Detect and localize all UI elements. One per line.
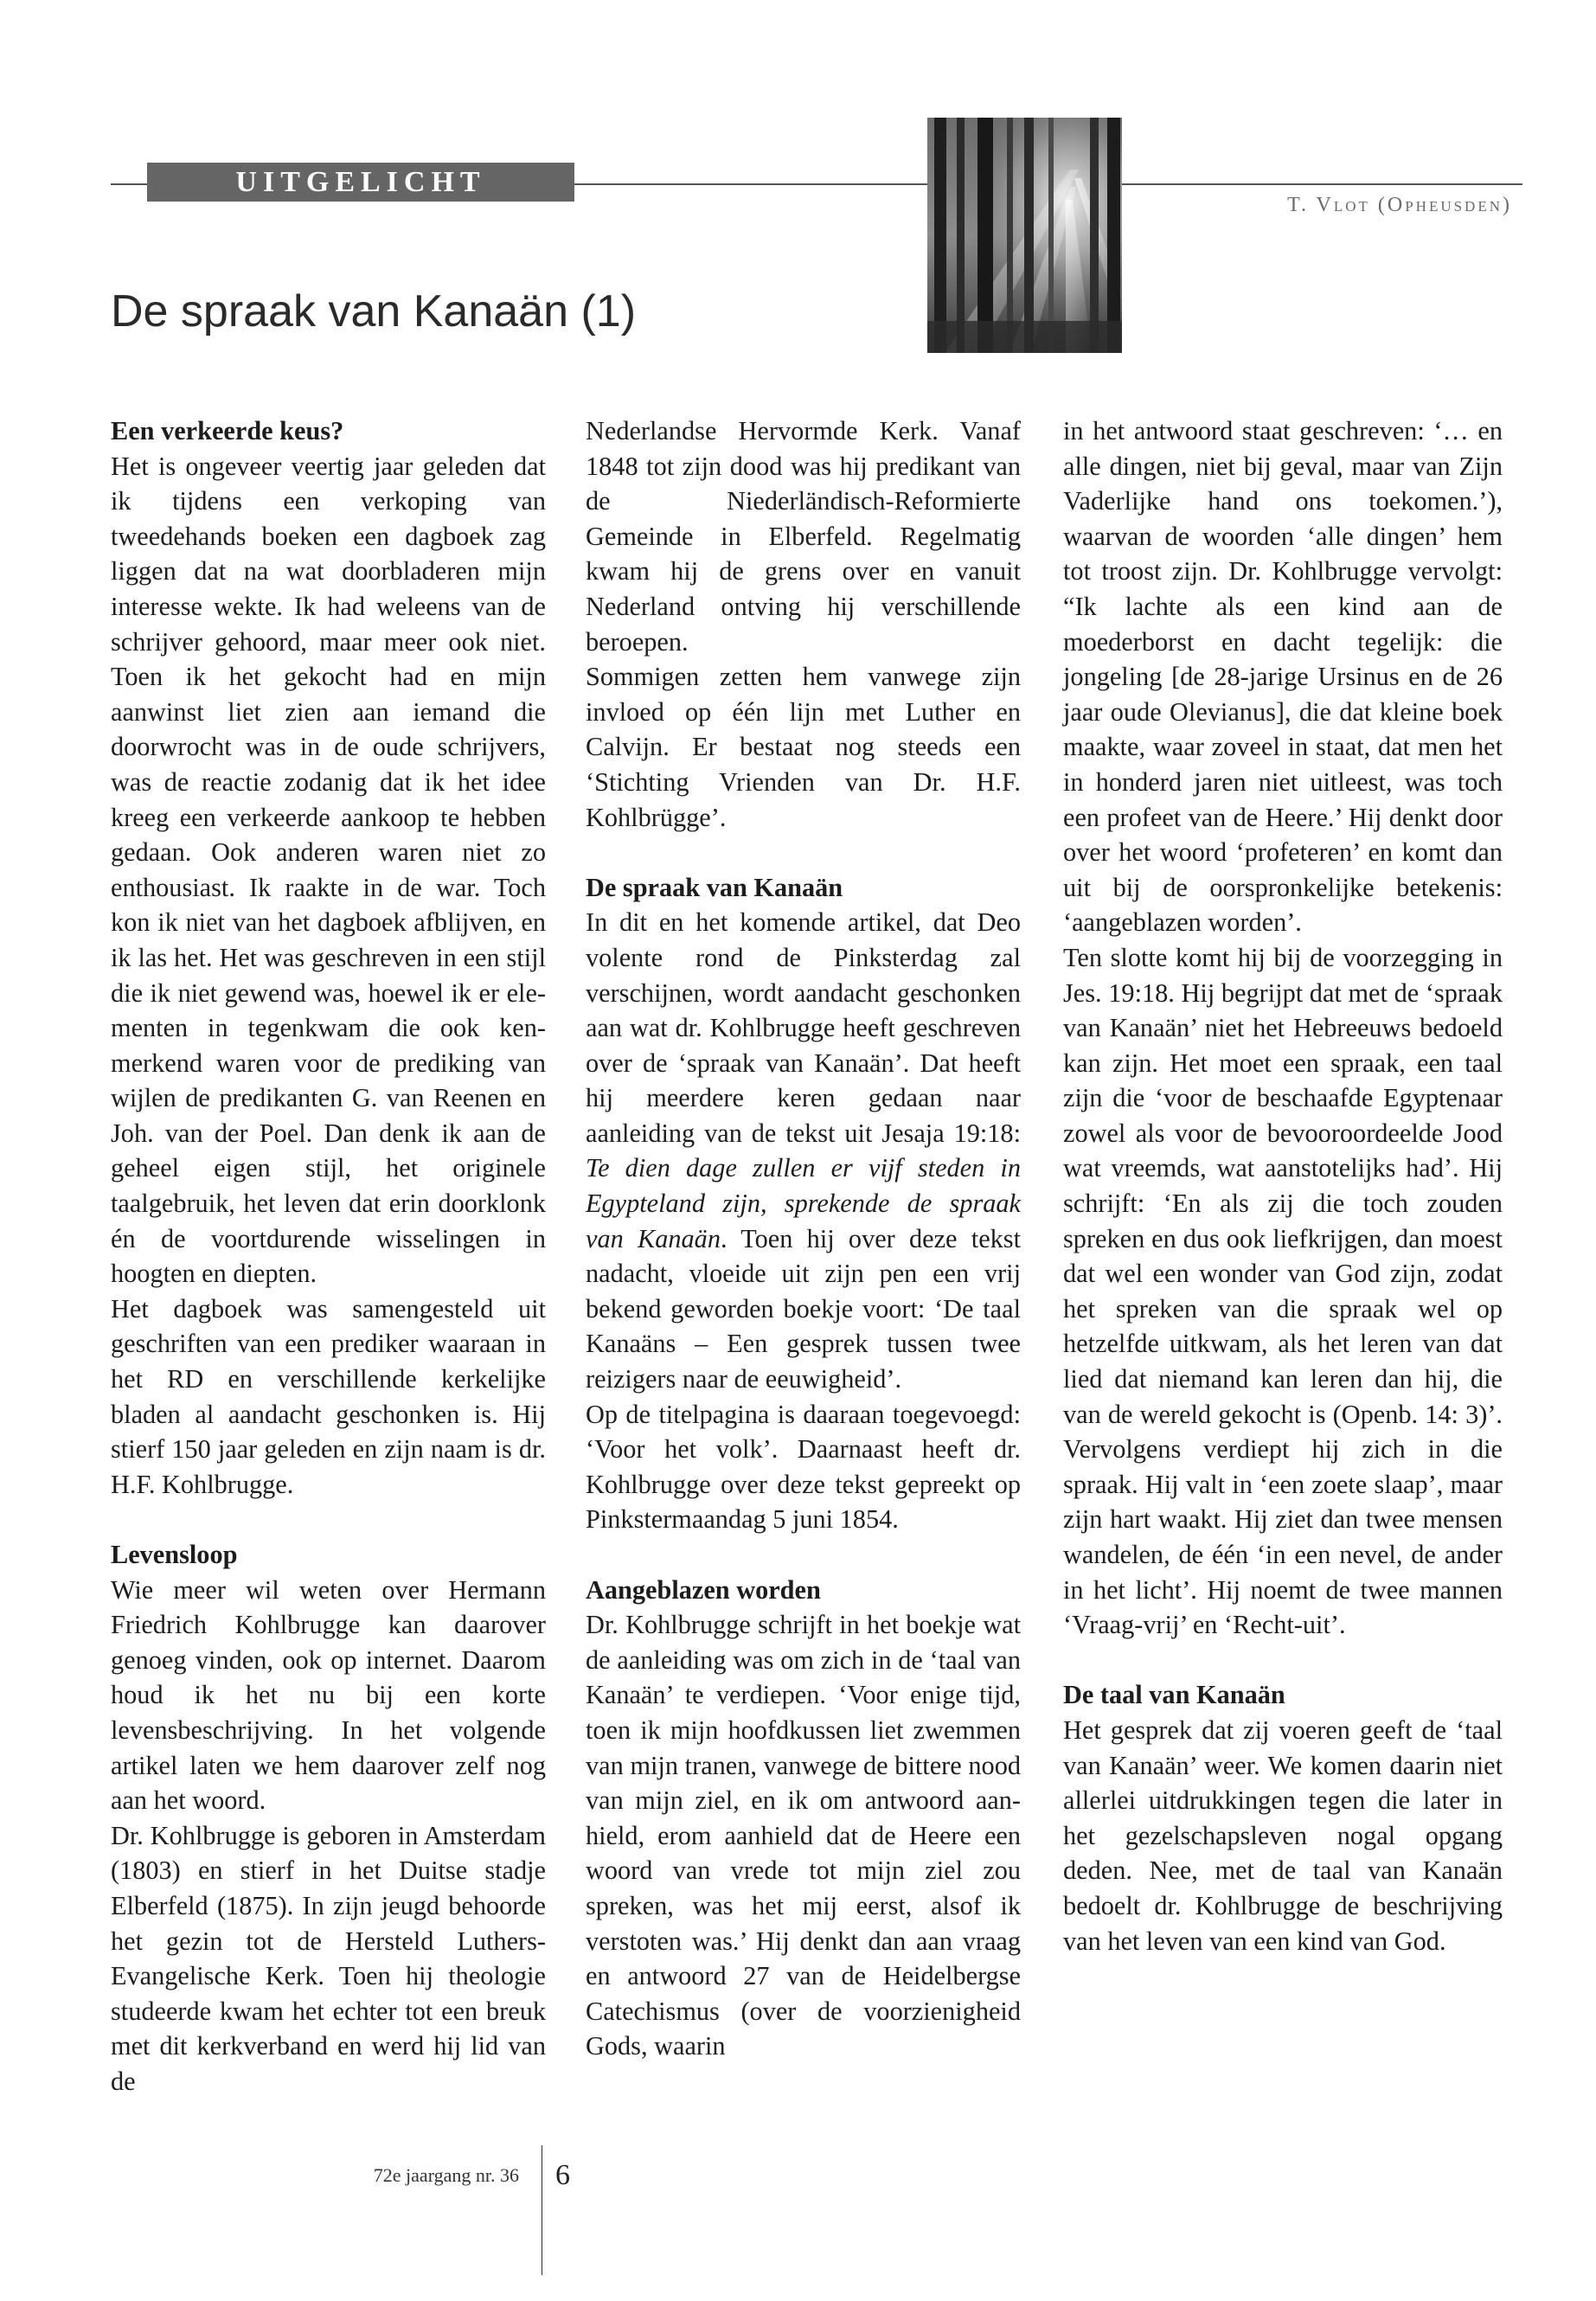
subheading-aangeblazen-worden: Aangeblazen worden [586, 1574, 821, 1605]
paragraph: Het dagboek was samengesteld uit geschriften van een prediker waaraan in het RD en verschillende kerkelijke bladen al aandacht geschonken is. Hij stierf 150 jaar geleden en zijn naam is dr. H.F. Kohlbrugge. [111, 1293, 546, 1499]
paragraph: Het gesprek dat zij voeren geeft de ‘taal van Kanaän’ weer. We komen daarin niet allerlei uitdrukkingen tegen die later in het gezelschapsleven nogal opgang deden. Nee, met de taal van Kanaän bedoelt dr. Kohlbrugge de beschrijving van het leven van een kind van God. [1063, 1715, 1503, 1956]
paragraph: in het antwoord staat geschreven: ‘… en alle dingen, niet bij geval, maar van Zijn Vaderlijke hand ons toekomen.’), waarvan de woorden ‘alle dingen’ hem tot troost zijn. Dr. Kohlbrugge vervolgt: “Ik lachte als een kind aan de moederborst en dacht tegelijk: die jongeling [de 28-jarige Ursinus en de 26 jaar oude Olevianus], die dat kleine boek maakte, waar zoveel in staat, dat men het in honderd jaren niet uitleest, was toch een profeet van de Heere.’ Hij denkt door over het woord ‘profeteren’ en komt dan uit bij de oorspronkelijke betekenis: ‘aangeblazen worden’. [1063, 416, 1503, 938]
author-byline: T. Vlot (Opheusden) [1287, 194, 1512, 216]
bible-quote: Te dien dage zullen er vijf steden in Egypteland zijn, sprekende de spraak van Kanaän [586, 1153, 1021, 1253]
subheading-levensloop: Levensloop [111, 1540, 238, 1569]
page-number: 6 [555, 2159, 570, 2191]
paragraph: Dr. Kohlbrugge is geboren in Amsterdam (1803) en stierf in het Duitse stadje Elberfeld (1875). In zijn jeugd behoorde het gezin tot de Hersteld Luthers-Evangelische Kerk. Toen hij theologie studeerde kwam het echter tot een breuk met dit kerkverband en werd hij lid van de [111, 1820, 546, 2096]
subheading-een-verkeerde-keus: Een verkeerde keus? [111, 416, 344, 445]
paragraph: Het is ongeveer veertig jaar geleden dat ik tijdens een verkoping van tweedehands boeken een dagboek zag liggen dat na wat doorbladeren mijn interesse wekte. Ik had weleens van de schrijver gehoord, maar meer ook niet. Toen ik het gekocht had en mijn aanwinst liet zien aan iemand die doorwrocht was in de oude schrijvers, was de reactie zodanig dat ik het idee kreeg een verkeerde aankoop te hebben gedaan. Ook anderen waren niet zo enthousiast. Ik raakte in de war. Toch kon ik niet van het dagboek afblijven, en ik las het. Het was geschreven in een stijl die ik niet gewend was, hoewel ik er elementen in tegenkwam die ook kenmerkend waren voor de prediking van wijlen de predikanten G. van Reenen en Joh. van der Poel. Dan denk ik aan de geheel eigen stijl, het originele taalgebruik, het leven dat erin doorklonk én de voortdurende wisselingen in hoogten en diepten. [111, 451, 546, 1289]
paragraph: Sommigen zetten hem vanwege zijn invloed op één lijn met Luther en Calvijn. Er bestaat nog steeds een ‘Stichting Vrienden van Dr. H.F. Kohlbrügge’. [586, 662, 1021, 832]
header-photo [927, 118, 1122, 353]
text-column-2 [586, 413, 1021, 2126]
text-run: . Toen hij over deze tekst nadacht, vloeide uit zijn pen een vrij bekend geworden boekje voort: ‘De taal Kanaäns – Een gesprek tussen twee reizigers naar de eeuwigheid’. [586, 1223, 1021, 1394]
text-run: In dit en het komende artikel, dat Deo volente rond de Pinksterdag zal verschijnen, wordt aandacht geschonken aan wat dr. Kohlbrugge heeft geschreven over de ‘spraak van Kanaän’. Dat heeft hij meerdere keren gedaan naar aanleiding van de tekst uit Jesaja 19:18: [586, 907, 1021, 1148]
paragraph: Wie meer wil weten over Hermann Friedrich Kohlbrugge kan daarover genoeg vinden, ook op internet. Daarom houd ik het nu bij een korte levensbeschrijving. In het volgende artikel laten we hem daarover zelf nog aan het woord. [111, 1574, 546, 1816]
paragraph: Ten slotte komt hij bij de voorzegging in Jes. 19:18. Hij begrijpt dat met de ‘spraak van Kanaän’ niet het Hebreeuws bedoeld kan zijn. Het moet een spraak, een taal zijn die ‘voor de beschaafde Egyptenaar zowel als voor de bevooroordeelde Jood wat vreemds, wat aanstotelijks had’. Hij schrijft: ‘En als zij die toch zouden spreken en dus ook liefkrijgen, dan moest dat wel een wonder van God zijn, zodat het spreken van die spraak wel op hetzelfde uitkwam, als het leren van dat lied dat niemand kan leren dan hij, die van de wereld gekocht is (Openb. 14: 3)’. Vervolgens verdiept hij zich in die spraak. Hij valt in ‘een zoete slaap’, maar zijn hart waakt. Hij ziet dan twee mensen wandelen, de één ‘in een nevel, de ander in het licht’. Hij noemt de twee mannen ‘Vraag-vrij’ en ‘Recht-uit’. [1063, 942, 1503, 1640]
subheading-de-spraak-van-kanaan: De spraak van Kanaän [586, 872, 843, 902]
paragraph: Op de titelpagina is daaraan toegevoegd: ‘Voor het volk’. Daarnaast heeft dr. Kohlbrugge over deze tekst gepreekt op Pinkstermaandag 5 juni 1854. [586, 1399, 1021, 1535]
header-rule-right [1073, 183, 1522, 185]
paragraph-gap [1063, 1643, 1503, 1678]
paragraph-gap [586, 1537, 1021, 1573]
paragraph: Dr. Kohlbrugge schrijft in het boekje wat de aanleiding was om zich in de ‘taal van Kanaän’ te verdiepen. ‘Voor enige tijd, toen ik mijn hoofdkussen liet zwemmen van mijn tranen, vanwege de bittere nood van mijn ziel, en ik om antwoord aanhield, erom aanhield dat de Heere een woord van vrede tot mijn ziel zou spreken, was het mij eerst, alsof ik verstoten was.’ Hij denkt dan aan vraag en antwoord 27 van de Heidelbergse Catechismus (over de voorzienigheid Gods, waarin [586, 1610, 1021, 2061]
paragraph [586, 905, 1021, 1396]
subheading-de-taal-van-kanaan: De taal van Kanaän [1063, 1680, 1285, 1710]
section-label: UITGELICHT [147, 163, 574, 202]
issue-label: 72e jaargang nr. 36 [373, 2164, 519, 2186]
paragraph-gap [111, 1502, 546, 1537]
text-column-3 [1063, 413, 1503, 2126]
paragraph: Nederlandse Hervormde Kerk. Vanaf 1848 tot zijn dood was hij predikant van de Niederländisch-Reformierte Gemeinde in Elberfeld. Regelmatig kwam hij de grens over en vanuit Nederland ontving hij verschillende beroepen. [586, 416, 1021, 657]
text-column-1 [111, 413, 546, 2126]
paragraph-gap [586, 835, 1021, 870]
forest-with-sunrays-image [927, 118, 1122, 353]
article-title: De spraak van Kanaän (1) [111, 286, 637, 336]
